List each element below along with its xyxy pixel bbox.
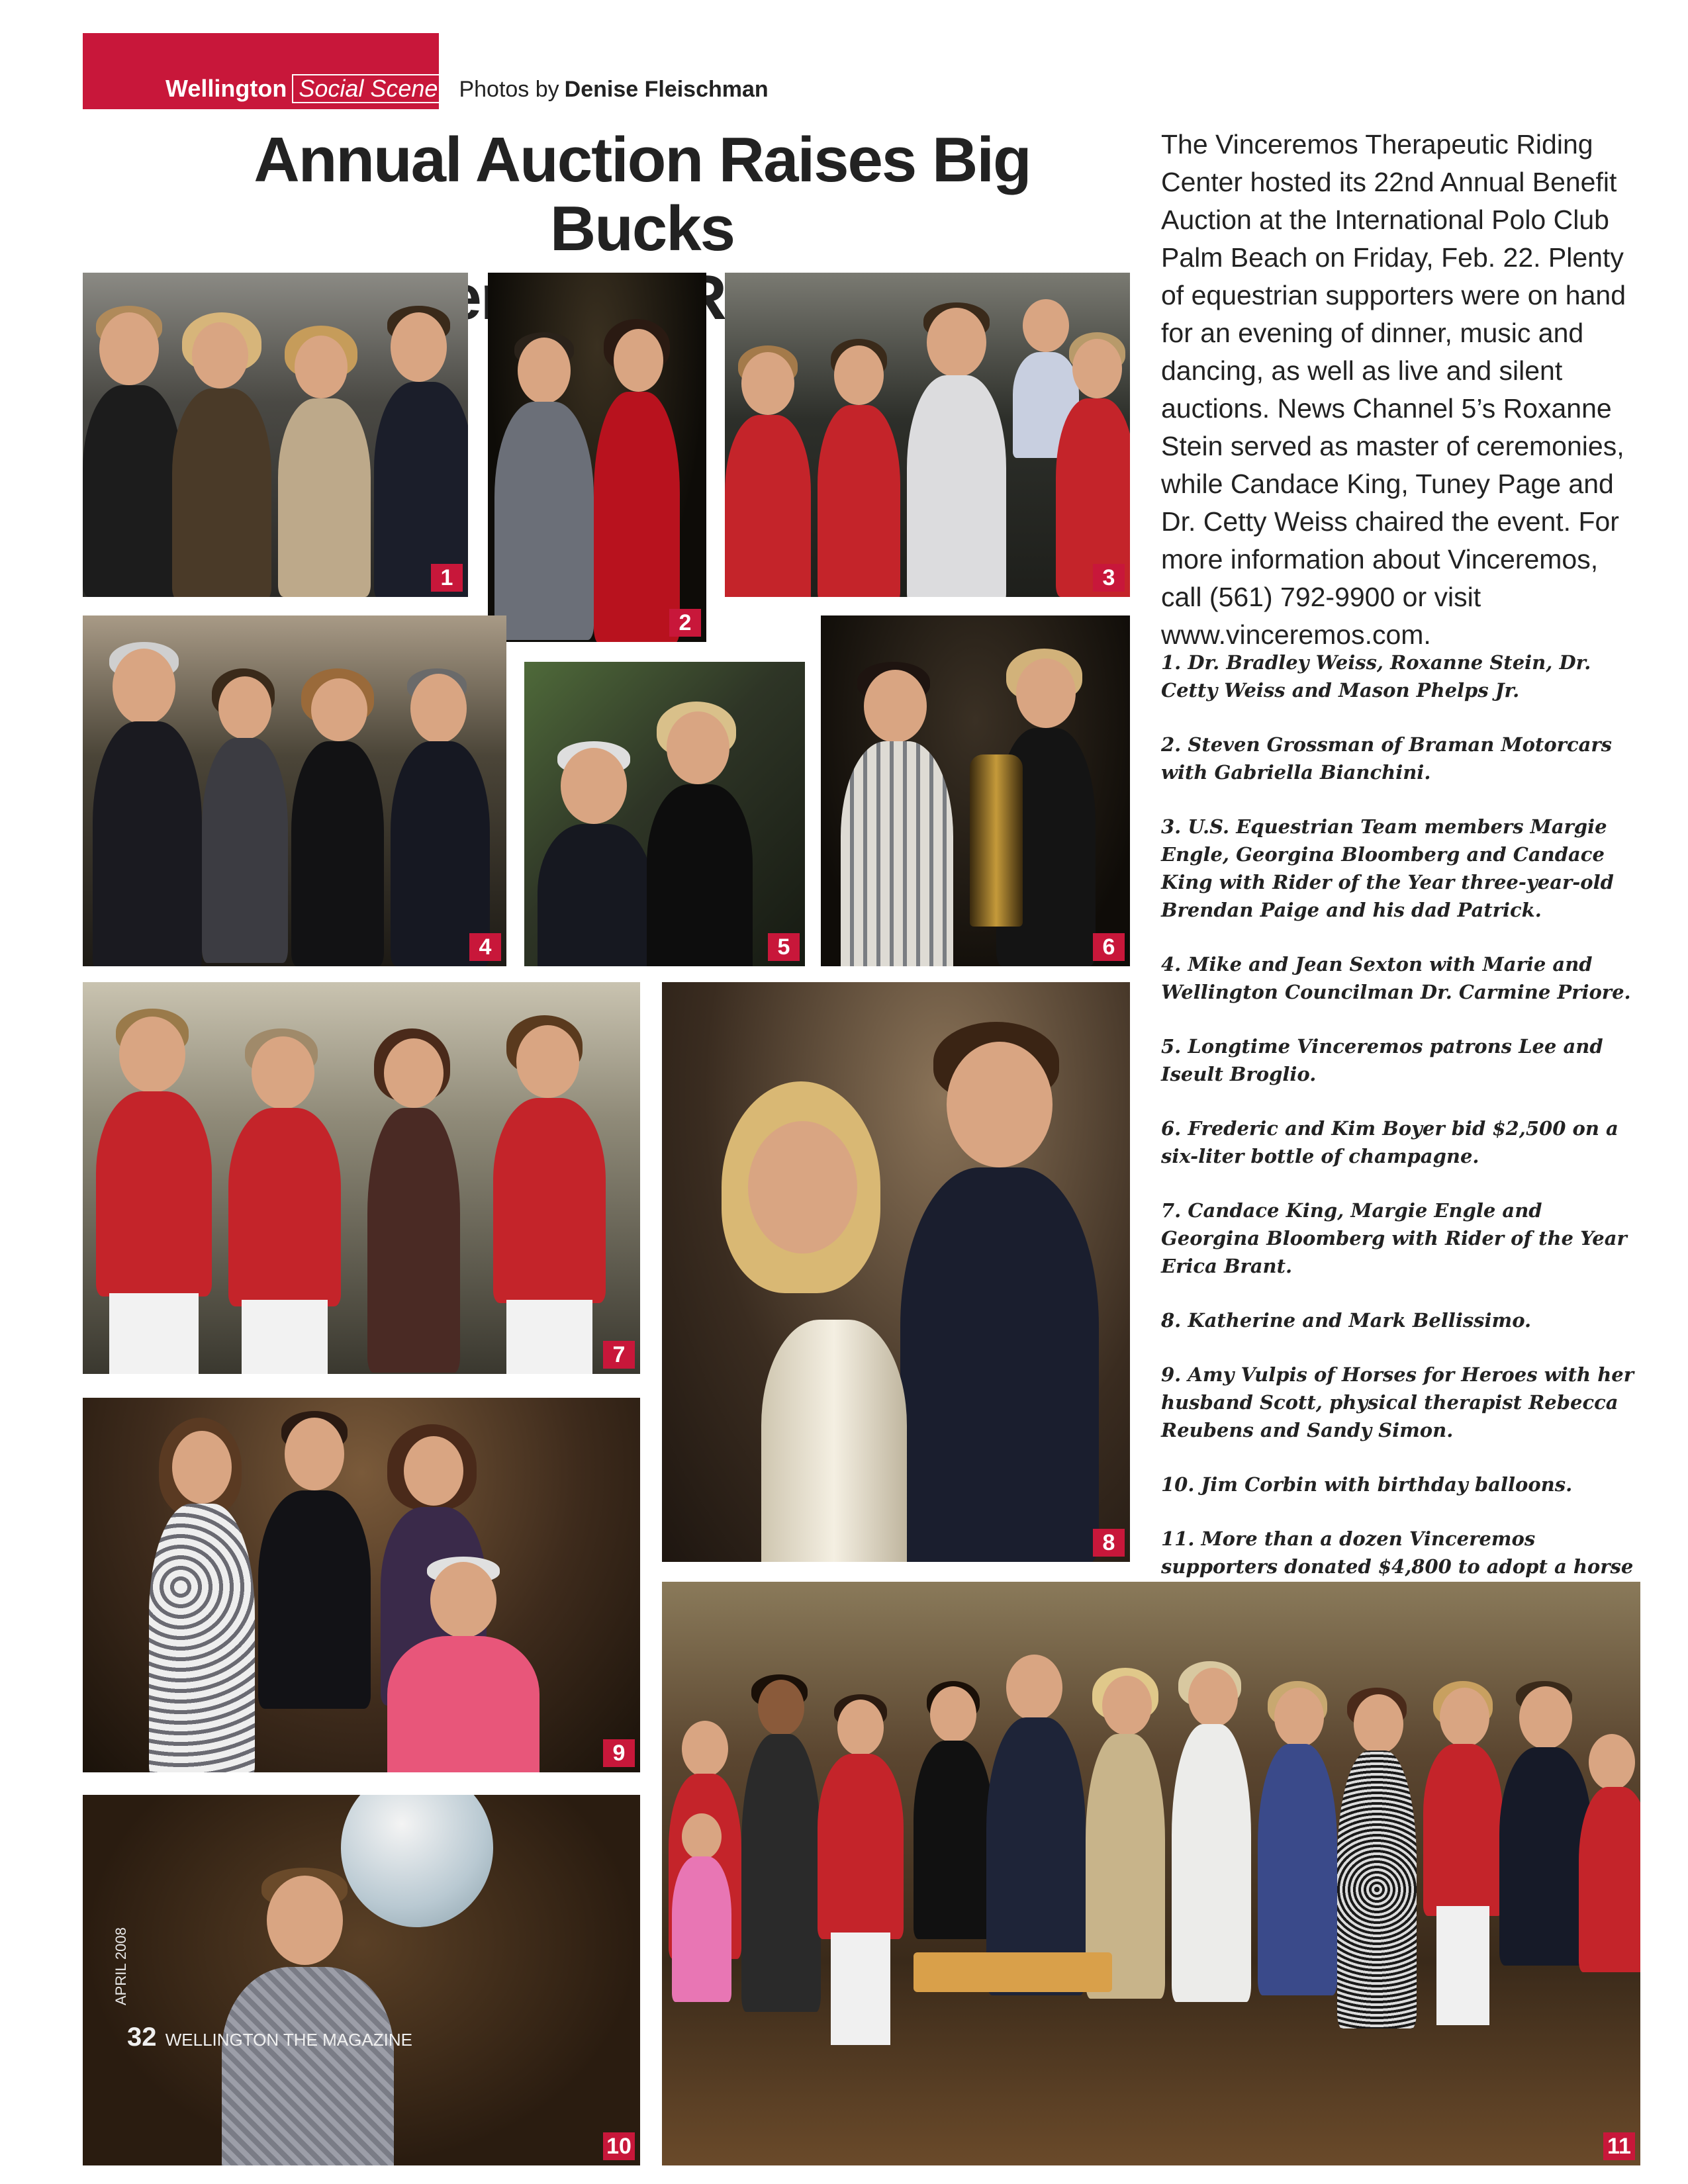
photo-2 xyxy=(488,273,706,642)
page-number: 32 xyxy=(127,2023,157,2052)
caption-10: 10. Jim Corbin with birthday balloons. xyxy=(1161,1473,1573,1496)
photo-8-number: 8 xyxy=(1093,1529,1125,1557)
photo-3-number: 3 xyxy=(1093,564,1125,592)
caption-3: 3. U.S. Equestrian Team members Margie Engle, Georgina Bloomberg and Candace King with Rider of the Year three-year-old Brendan Paige and his dad Patrick. xyxy=(1161,815,1614,921)
magazine-name: WELLINGTON THE MAGAZINE xyxy=(165,2030,412,2050)
table xyxy=(914,1952,1112,1992)
photo-11-number: 11 xyxy=(1603,2132,1635,2160)
caption-5: 5. Longtime Vinceremos patrons Lee and Iseult Broglio. xyxy=(1161,1035,1603,1085)
photo-4-number: 4 xyxy=(469,933,501,961)
photo-6-number: 6 xyxy=(1093,933,1125,961)
caption-4: 4. Mike and Jean Sexton with Marie and Wellington Councilman Dr. Carmine Priore. xyxy=(1161,953,1631,1003)
section-title: Wellington xyxy=(165,75,287,102)
photo-10-number: 10 xyxy=(603,2132,635,2160)
intro-paragraph: The Vinceremos Therapeutic Riding Center hosted its 22nd Annual Benefit Auction at the International Polo Club Palm Beach on Friday, Feb. 22. Plenty of equestrian supporters were on hand for an evening of dinner, music and dancing, as well as live and silent auctions. News Channel 5’s Roxanne Stein served as master of ceremonies, while Candace King, Tuney Page and Dr. Cetty Weiss chaired the event. For more information about Vinceremos, call (561) 792-9900 or visit www.vinceremos.com. xyxy=(1161,129,1626,650)
headline-line-1: Annual Auction Raises Big Bucks xyxy=(254,124,1031,264)
caption-9: 9. Amy Vulpis of Horses for Heroes with her husband Scott, physical therapist Rebecca Reubens and Sandy Simon. xyxy=(1161,1363,1634,1441)
photo-4 xyxy=(83,615,506,966)
photo-5-number: 5 xyxy=(768,933,800,961)
photo-3 xyxy=(725,273,1130,597)
photo-2-number: 2 xyxy=(669,609,701,637)
photo-10 xyxy=(83,1795,640,2165)
issue-date: APRIL 2008 xyxy=(113,1927,129,2005)
photo-11 xyxy=(662,1582,1640,2165)
caption-2: 2. Steven Grossman of Braman Motorcars with Gabriella Bianchini. xyxy=(1161,733,1613,784)
photo-1-number: 1 xyxy=(431,564,463,592)
section-header xyxy=(165,74,769,103)
photo-credit-prefix: Photos by xyxy=(459,77,559,102)
photo-1 xyxy=(83,273,468,597)
caption-6: 6. Frederic and Kim Boyer bid $2,500 on a six-liter bottle of champagne. xyxy=(1161,1117,1618,1167)
champagne-bottle xyxy=(970,754,1023,927)
photo-8 xyxy=(662,982,1130,1562)
photo-credit-name: Denise Fleischman xyxy=(564,77,769,102)
caption-7: 7. Candace King, Margie Engle and Georgina Bloomberg with Rider of the Year Erica Brant. xyxy=(1161,1199,1627,1277)
section-subtitle: Social Scene xyxy=(292,74,444,103)
caption-list xyxy=(1161,649,1638,1635)
caption-11: 11. More than a dozen Vinceremos supporters donated $4,800 to adopt a horse xyxy=(1161,1527,1634,1578)
photo-7 xyxy=(83,982,640,1374)
photo-5 xyxy=(524,662,805,966)
page-folio xyxy=(127,2023,412,2052)
photo-7-number: 7 xyxy=(603,1341,635,1369)
caption-8: 8. Katherine and Mark Bellissimo. xyxy=(1161,1309,1532,1332)
photo-9-number: 9 xyxy=(603,1739,635,1767)
photo-6 xyxy=(821,615,1130,966)
caption-1: 1. Dr. Bradley Weiss, Roxanne Stein, Dr. Cetty Weiss and Mason Phelps Jr. xyxy=(1161,651,1591,702)
photo-9 xyxy=(83,1398,640,1772)
